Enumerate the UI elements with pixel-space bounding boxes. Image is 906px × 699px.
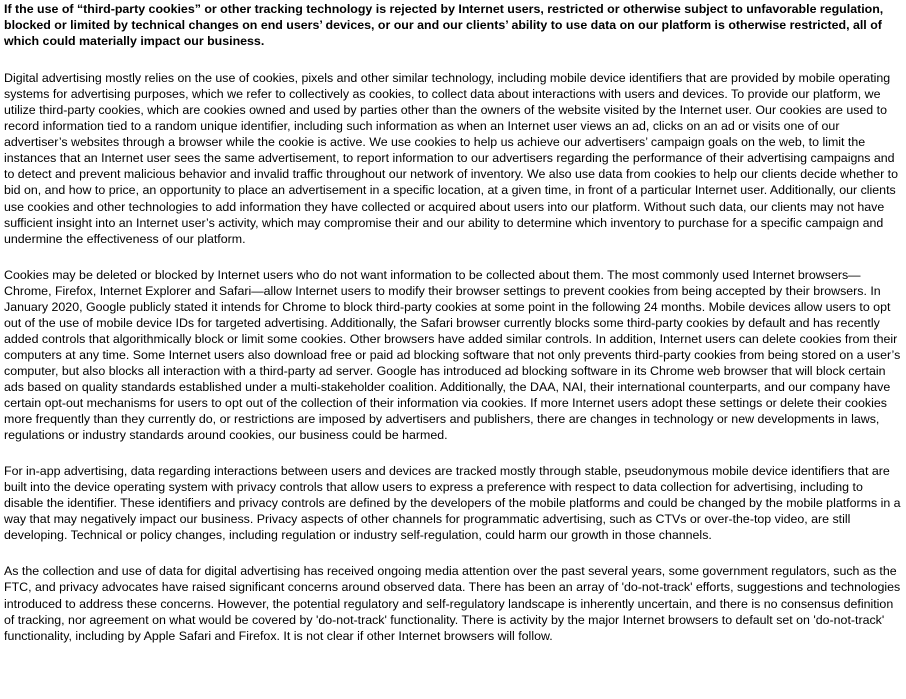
risk-factor-heading: If the use of “third-party cookies” or other tracking technology is rejected by Internet users, restricted or otherwise subject to unfavorable regulation, blocked or limited by technical changes on end users’ devices, or our and our clients’ ability to use data on our platform is otherwise restricted, all of which could materially impact our business. [4, 2, 884, 49]
paragraph-cookies-reliance: Digital advertising mostly relies on the use of cookies, pixels and other similar technology, including mobile device identifiers that are provided by mobile operating systems for advertising purposes, which we refer to collectively as cookies, to collect data about interactions with users and devices. To provide our platform, we utilize third-party cookies, which are cookies owned and used by parties other than the owners of the website visited by the Internet user. Our cookies are used to record information tied to a random unique identifier, including such information as when an Internet user views an ad, clicks on an ad or visits one of our advertiser’s websites through a browser while the cookie is active. We use cookies to help us achieve our advertisers’ campaign goals on the web, to limit the instances that an Internet user sees the same advertisement, to report information to our advertisers regarding the performance of their advertising campaigns and to detect and prevent malicious behavior and invalid traffic throughout our network of inventory. We also use data from cookies to help our clients decide whether to bid on, and how to price, an opportunity to place an advertisement in a specific location, at a given time, in front of a particular Internet user. Additionally, our clients use cookies and other technologies to add information they have collected or acquired about users into our platform. Without such data, our clients may not have sufficient insight into an Internet user’s activity, which may compromise their and our ability to determine which inventory to purchase for a specific campaign and undermine the effectiveness of our platform. [4, 71, 899, 246]
paragraph-in-app-advertising: For in-app advertising, data regarding interactions between users and devices are tracked mostly through stable, pseudonymous mobile device identifiers that are built into the device operating system with privacy controls that allow users to express a preference with respect to data collection for advertising, including to disable the identifier. These identifiers and privacy controls are defined by the developers of the mobile platforms and could be changed by the mobile platforms in a way that may negatively impact our business. Privacy aspects of other channels for programmatic advertising, such as CTVs or over-the-top video, are still developing. Technical or policy changes, including regulation or industry self-regulation, could harm our growth in those channels. [4, 464, 901, 543]
paragraph-do-not-track: As the collection and use of data for digital advertising has received ongoing media attention over the past several years, some government regulators, such as the FTC, and privacy advocates have raised significant concerns around observed data. There has been an array of 'do-not-track' efforts, suggestions and technologies introduced to address these concerns. However, the potential regulatory and self-regulatory landscape is inherently uncertain, and there is no consensus definition of tracking, nor agreement on what would be covered by 'do-not-track' functionality. There is activity by the major Internet browsers to default set on 'do-not-track' functionality, including by Apple Safari and Firefox. It is not clear if other Internet browsers will follow. [4, 564, 901, 643]
paragraph-cookies-blocking: Cookies may be deleted or blocked by Internet users who do not want information to be collected about them. The most commonly used Internet browsers—Chrome, Firefox, Internet Explorer and Safari—allow Internet users to modify their browser settings to prevent cookies from being accepted by their browsers. In January 2020, Google publicly stated it intends for Chrome to block third-party cookies at some point in the following 24 months. Mobile devices allow users to opt out of the use of mobile device IDs for targeted advertising. Additionally, the Safari browser currently blocks some third-party cookies by default and has recently added controls that algorithmically block or limit some cookies. Other browsers have added similar controls. In addition, Internet users can delete cookies from their computers at any time. Some Internet users also download free or paid ad blocking software that not only prevents third-party cookies from being stored on a user’s computer, but also blocks all interaction with a third-party ad server. Google has introduced ad blocking software in its Chrome web browser that will block certain ads based on quality standards established under a multi-stakeholder coalition. Additionally, the DAA, NAI, their international counterparts, and our company have certain opt-out mechanisms for users to opt out of the collection of their information via cookies. If more Internet users adopt these settings or delete their cookies more frequently than they currently do, or restrictions are imposed by advertisers and publishers, there are changes in technology or new developments in laws, regulations or industry standards around cookies, our business could be harmed. [4, 267, 901, 443]
